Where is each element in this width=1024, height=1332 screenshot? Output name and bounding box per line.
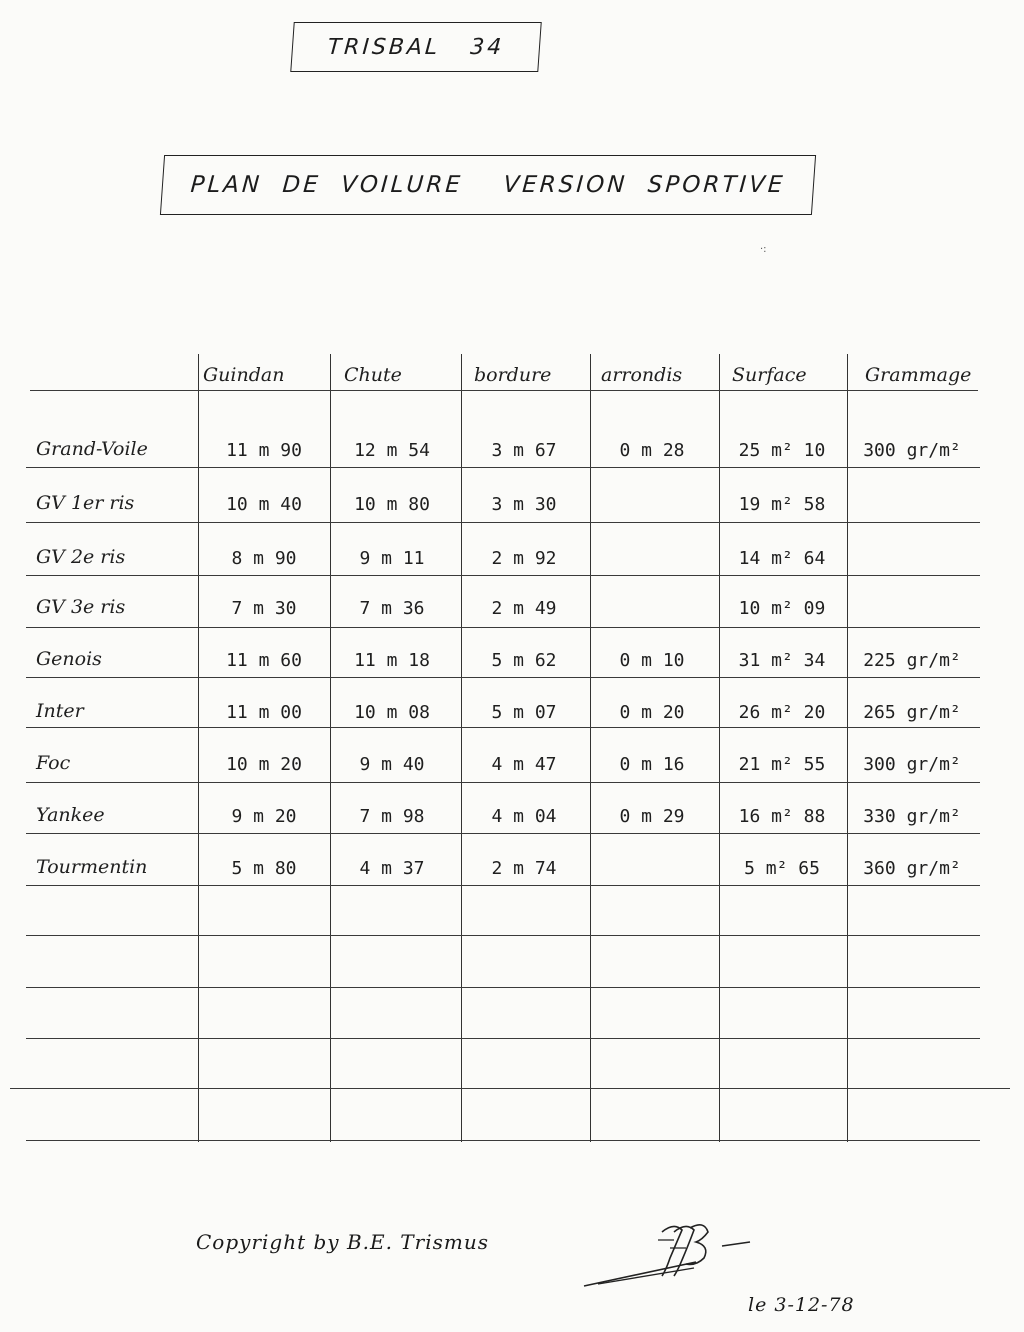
- row-label: Foc: [36, 752, 71, 774]
- table-cell: 0 m 29: [619, 806, 685, 827]
- row-label: GV 1er ris: [36, 492, 135, 514]
- row-divider: [26, 987, 980, 988]
- table-cell: 300 gr/m²: [863, 440, 961, 461]
- row-divider: [26, 727, 980, 728]
- table-cell: 11 m 60: [226, 650, 302, 671]
- table-cell: 25 m² 10: [738, 440, 826, 461]
- row-divider: [26, 677, 980, 678]
- document-subtitle: PLAN DE VOILURE VERSION SPORTIVE: [189, 172, 787, 198]
- row-label: GV 2e ris: [36, 546, 126, 568]
- paper-speck: ·:: [760, 244, 767, 255]
- table-cell: 360 gr/m²: [863, 858, 961, 879]
- row-label: Yankee: [36, 804, 105, 826]
- row-divider: [26, 782, 980, 783]
- table-cell: 12 m 54: [354, 440, 430, 461]
- row-label: Inter: [36, 700, 84, 722]
- row-label: Tourmentin: [36, 856, 148, 878]
- column-header: Guindan: [203, 364, 285, 386]
- signature: [578, 1218, 758, 1292]
- table-cell: 0 m 16: [619, 754, 685, 775]
- row-divider: [30, 390, 978, 391]
- table-cell: 14 m² 64: [738, 548, 826, 569]
- table-cell: 265 gr/m²: [863, 702, 961, 723]
- copyright-note: Copyright by B.E. Trismus: [196, 1230, 489, 1254]
- row-divider: [26, 627, 980, 628]
- table-cell: 10 m 40: [226, 494, 302, 515]
- table-cell: 31 m² 34: [738, 650, 826, 671]
- table-cell: 9 m 20: [231, 806, 297, 827]
- column-divider: [847, 354, 848, 1142]
- table-cell: 26 m² 20: [738, 702, 826, 723]
- row-divider: [26, 935, 980, 936]
- column-header: bordure: [474, 364, 552, 386]
- table-cell: 19 m² 58: [738, 494, 826, 515]
- table-cell: 5 m 62: [491, 650, 557, 671]
- row-divider: [26, 833, 980, 834]
- table-cell: 330 gr/m²: [863, 806, 961, 827]
- table-cell: 10 m² 09: [738, 598, 826, 619]
- row-divider: [26, 885, 980, 886]
- table-cell: 3 m 30: [491, 494, 557, 515]
- table-cell: 4 m 47: [491, 754, 557, 775]
- row-label: Genois: [36, 648, 102, 670]
- row-label: Grand-Voile: [36, 438, 148, 460]
- row-divider: [10, 1088, 1010, 1089]
- column-divider: [461, 354, 462, 1142]
- table-cell: 4 m 04: [491, 806, 557, 827]
- row-divider: [26, 522, 980, 523]
- table-cell: 225 gr/m²: [863, 650, 961, 671]
- column-header: Chute: [344, 364, 402, 386]
- table-cell: 11 m 00: [226, 702, 302, 723]
- column-divider: [198, 354, 199, 1142]
- document-title-box: [290, 22, 541, 72]
- table-cell: 7 m 98: [359, 806, 425, 827]
- column-divider: [719, 354, 720, 1142]
- column-header: Grammage: [865, 364, 972, 386]
- table-cell: 2 m 92: [491, 548, 557, 569]
- document-date: le 3-12-78: [748, 1294, 855, 1316]
- table-cell: 0 m 20: [619, 702, 685, 723]
- table-cell: 11 m 90: [226, 440, 302, 461]
- table-cell: 7 m 30: [231, 598, 297, 619]
- table-cell: 11 m 18: [354, 650, 430, 671]
- table-cell: 10 m 20: [226, 754, 302, 775]
- table-cell: 9 m 11: [359, 548, 425, 569]
- document-title: TRISBAL 34: [326, 34, 506, 60]
- row-divider: [26, 1140, 980, 1141]
- table-cell: 2 m 49: [491, 598, 557, 619]
- row-divider: [26, 467, 980, 468]
- table-cell: 16 m² 88: [738, 806, 826, 827]
- table-cell: 5 m² 65: [744, 858, 820, 879]
- table-cell: 10 m 08: [354, 702, 430, 723]
- document-subtitle-box: [160, 155, 816, 215]
- table-cell: 4 m 37: [359, 858, 425, 879]
- row-label: GV 3e ris: [36, 596, 126, 618]
- row-divider: [26, 1038, 980, 1039]
- table-cell: 8 m 90: [231, 548, 297, 569]
- row-divider: [26, 575, 980, 576]
- table-cell: 0 m 10: [619, 650, 685, 671]
- table-cell: 7 m 36: [359, 598, 425, 619]
- table-cell: 10 m 80: [354, 494, 430, 515]
- table-cell: 2 m 74: [491, 858, 557, 879]
- column-header: arrondis: [601, 364, 683, 386]
- table-cell: 5 m 80: [231, 858, 297, 879]
- table-cell: 9 m 40: [359, 754, 425, 775]
- table-cell: 3 m 67: [491, 440, 557, 461]
- table-cell: 5 m 07: [491, 702, 557, 723]
- table-cell: 0 m 28: [619, 440, 685, 461]
- table-cell: 21 m² 55: [738, 754, 826, 775]
- column-header: Surface: [732, 364, 807, 386]
- column-divider: [590, 354, 591, 1142]
- column-divider: [330, 354, 331, 1142]
- table-cell: 300 gr/m²: [863, 754, 961, 775]
